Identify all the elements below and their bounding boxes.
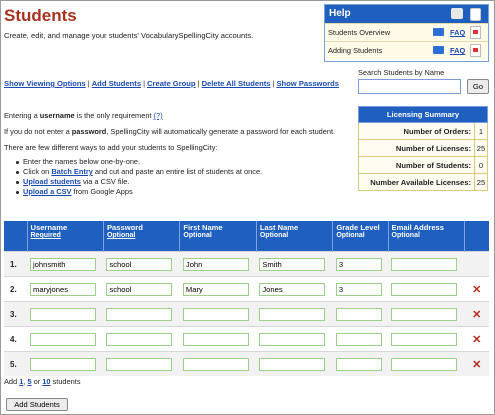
- license-value: 1: [475, 123, 488, 140]
- pdf-icon[interactable]: [470, 26, 481, 39]
- add-students-button[interactable]: Add Students: [6, 398, 68, 411]
- help-row-overview: [325, 23, 488, 41]
- table-cell: [388, 252, 464, 277]
- last-name-field[interactable]: [259, 283, 325, 296]
- delete-all-students-link[interactable]: Delete All Students: [201, 79, 271, 88]
- text: Add: [4, 377, 18, 386]
- table-cell: [180, 327, 256, 352]
- print-icon[interactable]: [451, 8, 463, 19]
- text: Enter the names below one-by-one.: [23, 157, 141, 166]
- column-sublabel: Optional: [106, 232, 136, 239]
- search-label: Search Students by Name: [358, 68, 445, 77]
- table-cell: [180, 252, 256, 277]
- text: students: [52, 377, 81, 386]
- table-cell: [180, 302, 256, 327]
- add-10-link[interactable]: 10: [42, 377, 51, 386]
- grade-level-field[interactable]: [336, 258, 382, 271]
- last-name-field[interactable]: [259, 258, 325, 271]
- email-field[interactable]: [391, 258, 457, 271]
- table-cell: [388, 277, 464, 302]
- column-label: Password: [106, 223, 143, 232]
- password-field[interactable]: [106, 283, 172, 296]
- column-label: Email Address: [391, 223, 444, 232]
- table-cell: [27, 302, 103, 327]
- separator: |: [143, 79, 146, 88]
- grade-level-field[interactable]: [336, 308, 382, 321]
- email-field[interactable]: [391, 358, 457, 371]
- last-name-field[interactable]: [259, 308, 325, 321]
- faq-link[interactable]: FAQ: [450, 28, 466, 37]
- grade-level-field[interactable]: [336, 283, 382, 296]
- table-cell: [27, 277, 103, 302]
- text: , SpellingCity will automatically generate a password for each student.: [106, 127, 336, 136]
- table-cell: [388, 352, 464, 377]
- column-label: Grade Level: [336, 223, 380, 232]
- table-cell: [333, 352, 388, 377]
- list-item: [16, 167, 262, 177]
- separator: |: [197, 79, 200, 88]
- column-sublabel: Required: [30, 232, 61, 239]
- page-title: Students: [4, 6, 77, 25]
- list-item: [16, 187, 262, 197]
- add-1-link[interactable]: 1: [19, 377, 24, 386]
- password-field[interactable]: [106, 258, 172, 271]
- table-cell: [103, 277, 179, 302]
- batch-entry-link[interactable]: Batch Entry: [51, 167, 93, 176]
- license-label: Number of Students:: [359, 157, 475, 174]
- instruction-line-1: [4, 111, 163, 120]
- column-sublabel: Optional: [183, 232, 212, 239]
- text: Click on: [23, 167, 52, 176]
- delete-row-icon[interactable]: ✕: [465, 277, 490, 302]
- row-number: 1.: [4, 252, 27, 277]
- grade-level-field[interactable]: [336, 333, 382, 346]
- table-cell: [388, 302, 464, 327]
- instruction-line-2: [4, 127, 335, 136]
- table-cell: [180, 352, 256, 377]
- list-item: [16, 157, 262, 167]
- table-cell: [103, 252, 179, 277]
- first-name-field[interactable]: [183, 258, 249, 271]
- delete-row-icon[interactable]: ✕: [465, 302, 490, 327]
- pdf-icon[interactable]: [470, 8, 481, 21]
- license-value: 25: [475, 140, 488, 157]
- faq-link[interactable]: FAQ: [450, 46, 466, 55]
- video-icon[interactable]: [433, 28, 444, 36]
- last-name-field[interactable]: [259, 358, 325, 371]
- upload-csv-link[interactable]: Upload a CSV: [23, 187, 72, 196]
- add-5-link[interactable]: 5: [27, 377, 32, 386]
- text: If you do not enter a: [4, 127, 72, 136]
- instruction-line-3: There are few different ways to add your students to SpellingCity:: [4, 143, 218, 152]
- username-field[interactable]: [30, 358, 96, 371]
- go-button[interactable]: Go: [467, 79, 489, 94]
- delete-row-icon[interactable]: ✕: [465, 352, 490, 377]
- column-header-email: [388, 221, 464, 252]
- add-more-rows: Add 1, 5 or 10 students: [4, 377, 81, 386]
- method-list: [16, 157, 262, 197]
- pdf-icon[interactable]: [470, 44, 481, 57]
- table-cell: [256, 302, 332, 327]
- text-bold: password: [71, 127, 107, 136]
- table-cell: [27, 252, 103, 277]
- text: Entering a: [4, 111, 40, 120]
- license-label: Number of Licenses:: [359, 140, 475, 157]
- email-field[interactable]: [391, 283, 457, 296]
- licensing-title: Licensing Summary: [359, 107, 488, 123]
- license-value: 25: [475, 174, 488, 191]
- table-row: [4, 252, 489, 277]
- username-field[interactable]: [30, 283, 96, 296]
- create-group-link[interactable]: Create Group: [147, 79, 196, 88]
- column-label: First Name: [183, 223, 223, 232]
- table-cell: [103, 327, 179, 352]
- separator: |: [272, 79, 275, 88]
- text: from Google Apps: [71, 187, 133, 196]
- column-header-password: [103, 221, 179, 252]
- password-field[interactable]: [106, 308, 172, 321]
- row-number: 4.: [4, 327, 27, 352]
- help-panel: [324, 4, 489, 62]
- username-field[interactable]: [30, 258, 96, 271]
- help-title: Help: [329, 8, 351, 19]
- delete-column-header: [465, 221, 490, 252]
- column-sublabel: Optional: [391, 232, 420, 239]
- text: or: [33, 377, 41, 386]
- help-row-adding: [325, 41, 488, 59]
- show-viewing-options-link[interactable]: Show Viewing Options: [4, 79, 86, 88]
- table-row: [4, 302, 489, 327]
- video-icon[interactable]: [433, 46, 444, 54]
- email-field[interactable]: [391, 308, 457, 321]
- table-cell: [333, 277, 388, 302]
- table-row: [4, 277, 489, 302]
- column-label: Last Name: [259, 223, 299, 232]
- show-passwords-link[interactable]: Show Passwords: [276, 79, 339, 88]
- column-header-first-name: [180, 221, 256, 252]
- action-links: [4, 79, 339, 88]
- column-header-grade-level: [333, 221, 388, 252]
- license-label: Number of Orders:: [359, 123, 475, 140]
- help-row-label: Students Overview: [328, 28, 391, 37]
- last-name-field[interactable]: [259, 333, 325, 346]
- search-input[interactable]: [358, 79, 461, 94]
- delete-row-icon[interactable]: ✕: [465, 327, 490, 352]
- first-name-field[interactable]: [183, 333, 249, 346]
- table-cell: [103, 302, 179, 327]
- column-header-last-name: [256, 221, 332, 252]
- email-field[interactable]: [391, 333, 457, 346]
- license-value: 0: [475, 157, 488, 174]
- students-table: [4, 221, 489, 376]
- text-bold: username: [39, 111, 75, 120]
- column-sublabel: Optional: [336, 232, 365, 239]
- first-name-field[interactable]: [183, 283, 249, 296]
- password-field[interactable]: [106, 333, 172, 346]
- table-cell: [27, 352, 103, 377]
- row-number: 2.: [4, 277, 27, 302]
- table-cell: [333, 252, 388, 277]
- row-number-header: [4, 221, 27, 252]
- password-field[interactable]: [106, 358, 172, 371]
- column-header-username: [27, 221, 103, 252]
- text: via a CSV file.: [80, 177, 130, 186]
- help-header: [325, 5, 488, 23]
- table-cell: [256, 252, 332, 277]
- username-field[interactable]: [30, 308, 96, 321]
- table-cell: [333, 302, 388, 327]
- table-cell: [256, 327, 332, 352]
- grade-level-field[interactable]: [336, 358, 382, 371]
- add-students-link[interactable]: Add Students: [91, 79, 142, 88]
- table-cell: [465, 252, 490, 277]
- separator: |: [87, 79, 90, 88]
- help-row-label: Adding Students: [328, 46, 383, 55]
- table-cell: [388, 327, 464, 352]
- first-name-field[interactable]: [183, 308, 249, 321]
- page-subtitle: Create, edit, and manage your students' VocabularySpellingCity accounts.: [4, 31, 254, 40]
- upload-students-link[interactable]: Upload students: [23, 177, 81, 186]
- row-number: 3.: [4, 302, 27, 327]
- column-label: Username: [30, 223, 68, 232]
- licensing-summary: [358, 106, 488, 191]
- username-field[interactable]: [30, 333, 96, 346]
- table-cell: [333, 327, 388, 352]
- list-item: [16, 177, 262, 187]
- text: is the only requirement: [74, 111, 152, 120]
- help-question-link[interactable]: (?): [153, 111, 163, 120]
- column-sublabel: Optional: [259, 232, 289, 239]
- table-row: [4, 352, 489, 377]
- table-cell: [103, 352, 179, 377]
- table-header-row: [4, 221, 489, 252]
- first-name-field[interactable]: [183, 358, 249, 371]
- row-number: 5.: [4, 352, 27, 377]
- table-cell: [256, 277, 332, 302]
- text: and cut and paste an entire list of students at once.: [92, 167, 263, 176]
- table-row: [4, 327, 489, 352]
- table-cell: [180, 277, 256, 302]
- table-cell: [27, 327, 103, 352]
- table-cell: [256, 352, 332, 377]
- license-label: Number Available Licenses:: [359, 174, 475, 191]
